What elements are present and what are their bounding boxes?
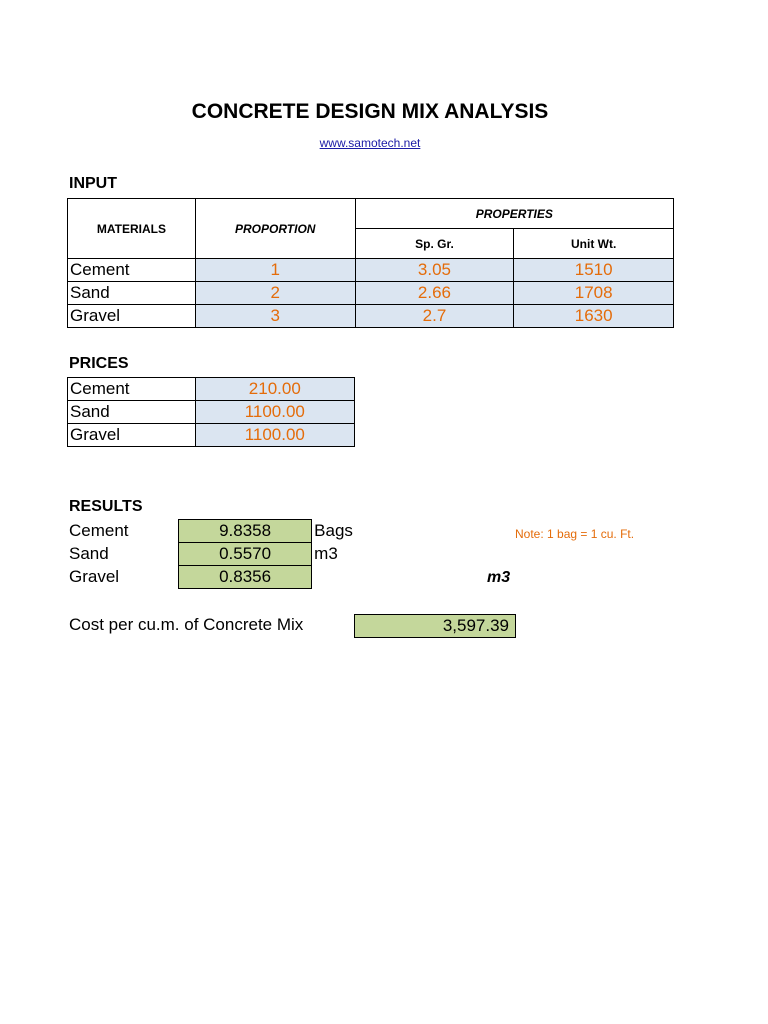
price-row-cement	[68, 378, 355, 401]
bag-note: Note: 1 bag = 1 cu. Ft.	[515, 527, 635, 541]
results-table	[67, 519, 367, 589]
material-label: Cement	[68, 259, 196, 282]
cost-label: Cost per cu.m. of Concrete Mix	[69, 615, 304, 634]
material-label: Cement	[69, 521, 129, 540]
website-link[interactable]: www.samotech.net	[319, 136, 421, 150]
proportion-cell[interactable]: 3	[195, 305, 355, 328]
price-row-sand	[68, 401, 355, 424]
input-section-label: INPUT	[69, 175, 117, 192]
material-label: Sand	[68, 401, 196, 424]
unit-wt-header: Unit Wt.	[514, 229, 674, 259]
page-title: CONCRETE DESIGN MIX ANALYSIS	[191, 100, 549, 123]
result-value-cell: 0.5570	[178, 543, 311, 566]
price-cell[interactable]: 1100.00	[195, 401, 354, 424]
result-value-cell: 9.8358	[178, 520, 311, 543]
input-table	[67, 198, 674, 328]
sp-gr-cell[interactable]: 2.7	[355, 305, 514, 328]
material-label: Cement	[68, 378, 196, 401]
result-unit: Bags	[314, 521, 353, 540]
input-row-sand	[68, 282, 674, 305]
unit-wt-cell[interactable]: 1510	[514, 259, 674, 282]
unit-wt-cell[interactable]: 1708	[514, 282, 674, 305]
input-row-cement	[68, 259, 674, 282]
cost-value-cell: 3,597.39	[354, 614, 516, 638]
material-label: Gravel	[68, 305, 196, 328]
prices-section-label: PRICES	[69, 355, 129, 372]
proportion-header: PROPORTION	[195, 199, 355, 259]
prices-table	[67, 377, 355, 447]
input-row-gravel	[68, 305, 674, 328]
result-row-cement	[67, 520, 367, 543]
sp-gr-header: Sp. Gr.	[355, 229, 514, 259]
proportion-cell[interactable]: 2	[195, 282, 355, 305]
unit-wt-cell[interactable]: 1630	[514, 305, 674, 328]
material-label: Gravel	[68, 424, 196, 447]
sp-gr-cell[interactable]: 2.66	[355, 282, 514, 305]
proportion-cell[interactable]: 1	[195, 259, 355, 282]
result-row-sand	[67, 543, 367, 566]
materials-header: MATERIALS	[68, 199, 196, 259]
material-label: Gravel	[69, 567, 120, 586]
price-cell[interactable]: 1100.00	[195, 424, 354, 447]
results-section-label: RESULTS	[69, 498, 143, 515]
material-label: Sand	[68, 282, 196, 305]
price-cell[interactable]: 210.00	[195, 378, 354, 401]
extra-unit-label: m3	[487, 569, 511, 586]
result-unit	[312, 566, 367, 589]
sp-gr-cell[interactable]: 3.05	[355, 259, 514, 282]
price-row-gravel	[68, 424, 355, 447]
result-row-gravel	[67, 566, 367, 589]
result-unit: m3	[314, 544, 338, 563]
material-label: Sand	[69, 544, 109, 563]
result-value-cell: 0.8356	[178, 566, 311, 589]
properties-header: PROPERTIES	[355, 199, 673, 229]
